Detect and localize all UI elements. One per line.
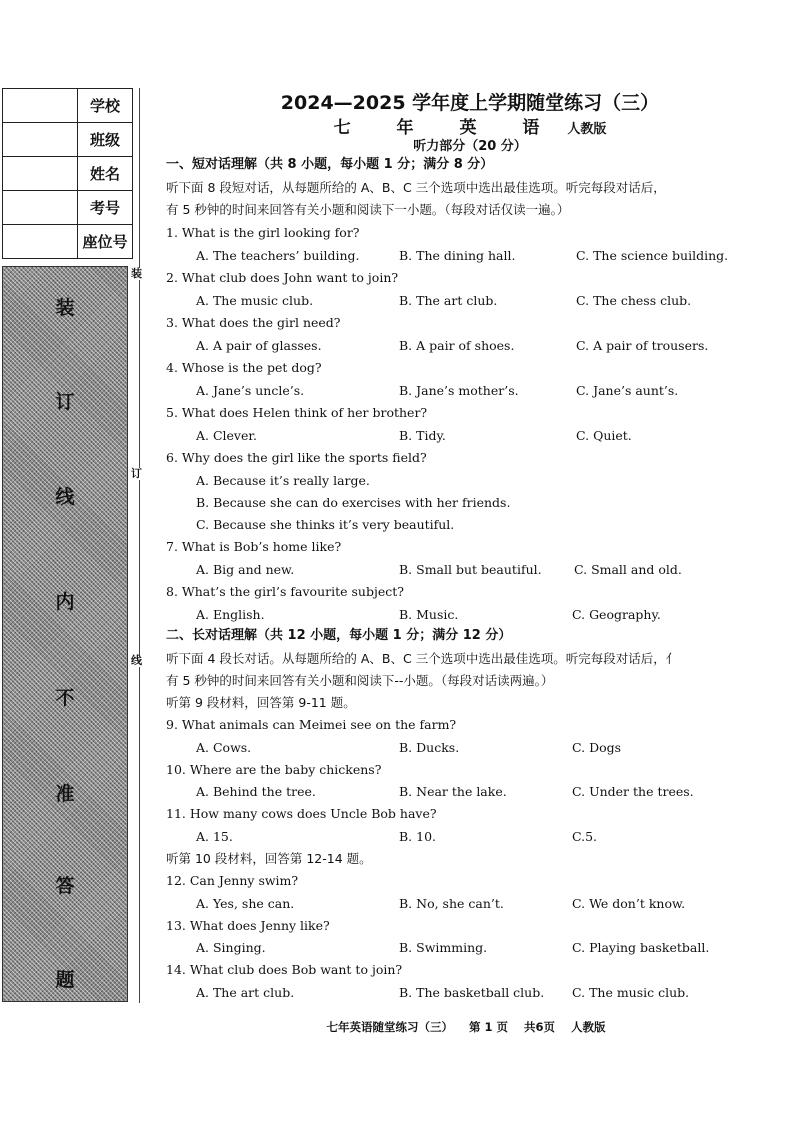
option-b[interactable]: B. Tidy.: [399, 428, 446, 443]
footer-page-number: 第 1 页: [468, 1020, 508, 1034]
page-footer: [166, 1019, 766, 1035]
question: 12. Can Jenny swim?: [166, 873, 299, 888]
option-a[interactable]: A. 15.: [196, 829, 233, 844]
school-label: 学校: [78, 89, 133, 123]
binding-line: [139, 88, 140, 1003]
binding-char: 准: [55, 783, 75, 805]
option-c[interactable]: C.5.: [572, 829, 598, 844]
question: 1. What is the girl looking for?: [166, 225, 360, 240]
question: 11. How many cows does Uncle Bob have?: [166, 806, 437, 821]
option-b[interactable]: B. Small but beautiful.: [399, 562, 542, 577]
option-a[interactable]: A. Behind the tree.: [196, 784, 316, 799]
binding-char: 题: [55, 969, 75, 991]
section2-heading: 二、长对话理解（共 12 小题，每小题 1 分；满分 12 分）: [166, 628, 512, 643]
question: 7. What is Bob’s home like?: [166, 539, 342, 554]
option-a[interactable]: A. Big and new.: [196, 562, 295, 577]
option-b[interactable]: B. Jane’s mother’s.: [399, 383, 519, 398]
footer-edition: 人教版: [571, 1020, 606, 1034]
option-b[interactable]: B. Swimming.: [399, 940, 488, 955]
grade-subject-text: 七 年 英 语: [333, 118, 560, 138]
option-c[interactable]: C. The chess club.: [576, 293, 692, 308]
option-b[interactable]: B. Because she can do exercises with her friends.: [196, 495, 511, 510]
school-field[interactable]: [3, 89, 78, 123]
question: 2. What club does John want to join?: [166, 270, 399, 285]
footer-total-pages: 共6页: [524, 1020, 556, 1034]
binding-char: 线: [55, 486, 75, 508]
option-a[interactable]: A. Yes, she can.: [196, 896, 295, 911]
option-c[interactable]: C. Small and old.: [574, 562, 682, 577]
binding-char: 装: [55, 297, 75, 319]
option-b[interactable]: B. 10.: [399, 829, 437, 844]
option-a[interactable]: A. Singing.: [196, 940, 266, 955]
section1-heading: 一、短对话理解（共 8 小题，每小题 1 分；满分 8 分）: [166, 157, 494, 172]
footer-exam-name: 七年英语随堂练习（三）: [326, 1020, 453, 1034]
exam-number-field[interactable]: [3, 191, 78, 225]
option-a[interactable]: A. A pair of glasses.: [196, 338, 322, 353]
exam-number-label: 考号: [78, 191, 133, 225]
option-a[interactable]: A. English.: [196, 607, 265, 622]
option-a[interactable]: A. The teachers’ building.: [196, 248, 360, 263]
material-instruction: 听第 9 段材料，回答第 9-11 题。: [166, 695, 356, 710]
section1-instruction: 听下面 8 段短对话，从每题所给的 A、B、C 三个选项中选出最佳选项。听完每段对话后，: [166, 180, 666, 195]
binding-mark: 线: [131, 654, 142, 667]
seat-number-label: 座位号: [78, 225, 133, 259]
option-c[interactable]: C. Quiet.: [576, 428, 632, 443]
option-a[interactable]: A. Jane’s uncle’s.: [196, 383, 305, 398]
question: 3. What does the girl need?: [166, 315, 341, 330]
section2-instruction: 听下面 4 段长对话。从每题所给的 A、B、C 三个选项中选出最佳选项。听完每段对话后，亻: [166, 651, 679, 666]
option-c[interactable]: C. Because she thinks it’s very beautiful.: [196, 517, 455, 532]
question: 5. What does Helen think of her brother?: [166, 405, 428, 420]
binding-strip: [2, 266, 128, 1002]
question: 10. Where are the baby chickens?: [166, 762, 382, 777]
question: 6. Why does the girl like the sports field?: [166, 450, 427, 465]
option-b[interactable]: B. The basketball club.: [399, 985, 545, 1000]
option-b[interactable]: B. Ducks.: [399, 740, 460, 755]
option-c[interactable]: C. Jane’s aunt’s.: [576, 383, 679, 398]
section1-instruction: 有 5 秒钟的时间来回答有关小题和阅读下一小题。（每段对话仅读一遍。）: [166, 202, 570, 217]
seat-number-field[interactable]: [3, 225, 78, 259]
option-c[interactable]: C. We don’t know.: [572, 896, 686, 911]
option-a[interactable]: A. Cows.: [196, 740, 252, 755]
binding-char: 订: [55, 391, 75, 413]
binding-char: 答: [55, 875, 75, 897]
binding-mark: 装: [131, 267, 142, 280]
class-label: 班级: [78, 123, 133, 157]
option-b[interactable]: B. No, she can’t.: [399, 896, 504, 911]
option-c[interactable]: C. Geography.: [572, 607, 661, 622]
option-b[interactable]: B. The art club.: [399, 293, 498, 308]
option-c[interactable]: C. Under the trees.: [572, 784, 694, 799]
option-c[interactable]: C. Dogs: [572, 740, 622, 755]
name-label: 姓名: [78, 157, 133, 191]
edition-label: 人教版: [567, 122, 607, 137]
option-c[interactable]: C. Playing basketball.: [572, 940, 710, 955]
question: 8. What’s the girl’s favourite subject?: [166, 584, 404, 599]
question: 13. What does Jenny like?: [166, 918, 330, 933]
question: 9. What animals can Meimei see on the farm?: [166, 717, 457, 732]
option-c[interactable]: C. The music club.: [572, 985, 690, 1000]
option-b[interactable]: B. The dining hall.: [399, 248, 516, 263]
page-title: 2024—2025 学年度上学期随堂练习（三）: [280, 92, 660, 114]
listening-part-title: 听力部分（20 分）: [413, 139, 527, 154]
question: 4. Whose is the pet dog?: [166, 360, 322, 375]
option-b[interactable]: B. Music.: [399, 607, 459, 622]
section2-instruction: 有 5 秒钟的时间来回答有关小题和阅读下--小题。（每段对话读两遍。）: [166, 673, 554, 688]
name-field[interactable]: [3, 157, 78, 191]
question: 14. What club does Bob want to join?: [166, 962, 403, 977]
option-c[interactable]: C. A pair of trousers.: [576, 338, 709, 353]
option-b[interactable]: B. Near the lake.: [399, 784, 507, 799]
binding-char: 内: [55, 591, 75, 613]
option-a[interactable]: A. The art club.: [196, 985, 295, 1000]
option-a[interactable]: A. Because it’s really large.: [196, 473, 370, 488]
material-instruction: 听第 10 段材料，回答第 12-14 题。: [166, 851, 372, 866]
binding-char: 不: [55, 687, 75, 709]
binding-mark: 订: [131, 467, 142, 480]
option-a[interactable]: A. The music club.: [196, 293, 314, 308]
class-field[interactable]: [3, 123, 78, 157]
option-a[interactable]: A. Clever.: [196, 428, 257, 443]
student-info-table: [2, 88, 133, 259]
option-b[interactable]: B. A pair of shoes.: [399, 338, 515, 353]
option-c[interactable]: C. The science building.: [576, 248, 729, 263]
